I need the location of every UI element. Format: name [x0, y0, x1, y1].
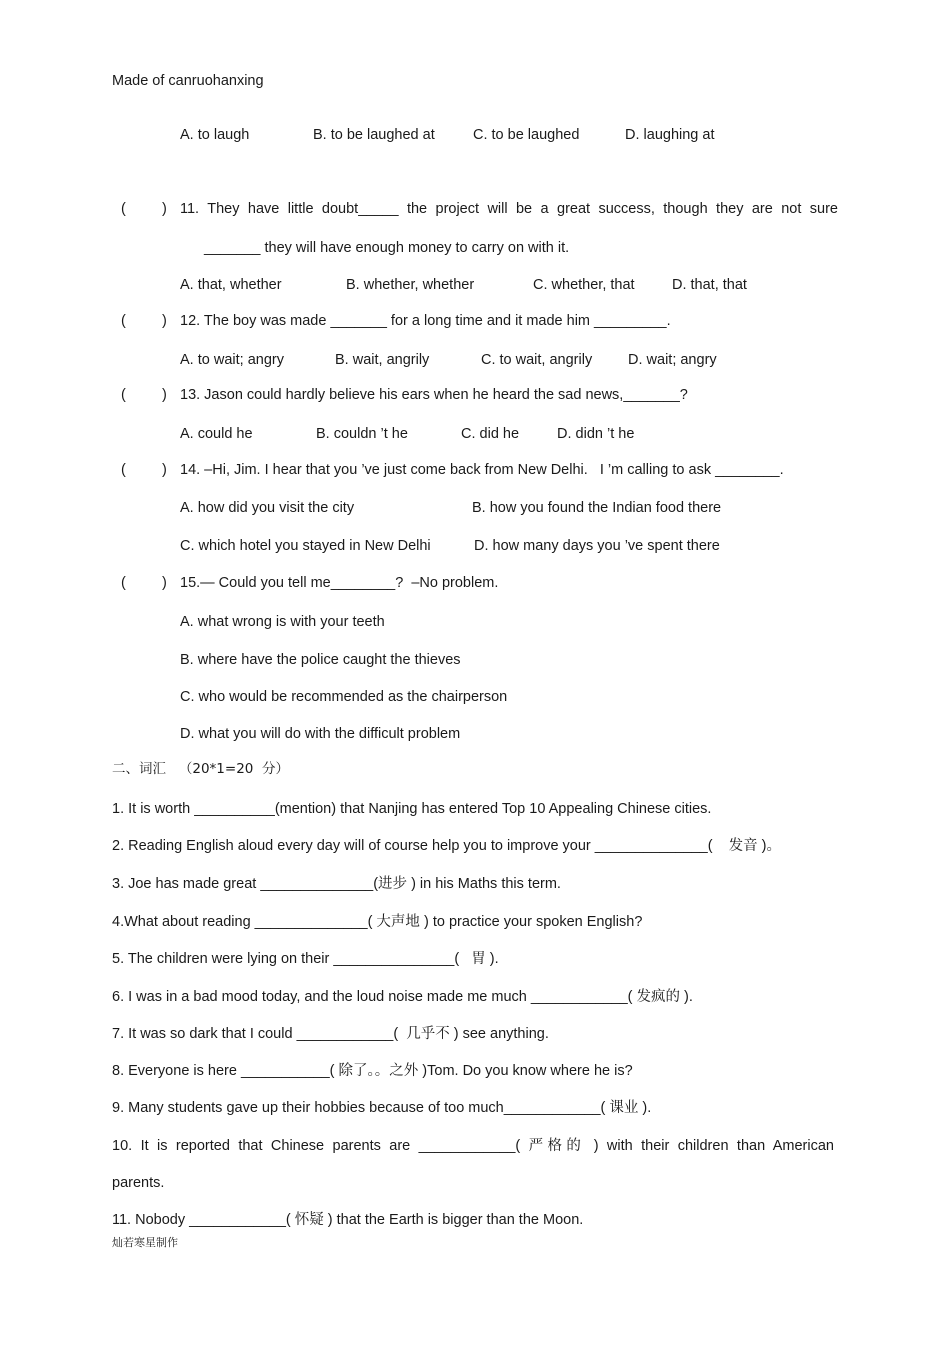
q12-option-a: A. to wait; angry	[180, 352, 284, 368]
q11-answer-paren-close: )	[162, 201, 167, 217]
vocab-item-3: 3. Joe has made great ______________(进步 ) in his Maths this term.	[112, 876, 561, 892]
page-header: Made of canruohanxing	[112, 73, 264, 89]
vocab-item-6: 6. I was in a bad mood today, and the loud noise made me much ____________( 发疯的 ).	[112, 989, 693, 1005]
vocab-item-10: 10. It is reported that Chinese parents are ____________( 严格的 ) with their children than American	[112, 1138, 834, 1154]
q13-option-d: D. didn ’t he	[557, 426, 635, 442]
q12-answer-paren-open: (	[121, 313, 126, 329]
vocab-item-1: 1. It is worth __________(mention) that Nanjing has entered Top 10 Appealing Chinese cities.	[112, 801, 712, 817]
q13-option-b: B. couldn ’t he	[316, 426, 408, 442]
vocab-item-7: 7. It was so dark that I could ____________( 几乎不 ) see anything.	[112, 1026, 549, 1042]
q13-stem: 13. Jason could hardly believe his ears when he heard the sad news,_______?	[180, 387, 688, 403]
q12-option-b: B. wait, angrily	[335, 352, 430, 368]
q11-option-a: A. that, whether	[180, 277, 282, 293]
q11-option-c: C. whether, that	[533, 277, 635, 293]
vocab-item-10-continued: parents.	[112, 1175, 165, 1191]
q14-option-d: D. how many days you ’ve spent there	[474, 538, 720, 554]
q15-option-a: A. what wrong is with your teeth	[180, 614, 385, 630]
q11-answer-paren-open: (	[121, 201, 126, 217]
q15-stem: 15.— Could you tell me________? –No problem.	[180, 575, 499, 591]
vocab-item-8: 8. Everyone is here ___________( 除了。。之外 )Tom. Do you know where he is?	[112, 1063, 633, 1079]
q12-answer-paren-close: )	[162, 313, 167, 329]
q11-stem-line2: _______ they will have enough money to carry on with it.	[204, 240, 570, 256]
vocab-item-5: 5. The children were lying on their _______________( 胃 ).	[112, 951, 499, 967]
q14-option-b: B. how you found the Indian food there	[472, 500, 722, 516]
vocab-item-4: 4.What about reading ______________( 大声地 ) to practice your spoken English?	[112, 914, 643, 930]
q10-option-c: C. to be laughed	[473, 127, 580, 143]
q10-option-a: A. to laugh	[180, 127, 250, 143]
q11-option-d: D. that, that	[672, 277, 747, 293]
q14-answer-paren-close: )	[162, 462, 167, 478]
q13-answer-paren-close: )	[162, 387, 167, 403]
vocab-item-2: 2. Reading English aloud every day will of course help you to improve your ______________( 发音 )。	[112, 838, 781, 854]
q13-answer-paren-open: (	[121, 387, 126, 403]
q14-option-c: C. which hotel you stayed in New Delhi	[180, 538, 431, 554]
vocab-item-11: 11. Nobody ____________( 怀疑 ) that the Earth is bigger than the Moon.	[112, 1212, 584, 1228]
vocab-item-9: 9. Many students gave up their hobbies because of too much____________( 课业 ).	[112, 1100, 652, 1116]
q12-stem: 12. The boy was made _______ for a long time and it made him _________.	[180, 313, 671, 329]
q12-option-c: C. to wait, angrily	[481, 352, 593, 368]
section2-title: 二、词汇 （20*1=20 分）	[112, 761, 289, 777]
q15-option-b: B. where have the police caught the thieves	[180, 652, 461, 668]
q10-option-b: B. to be laughed at	[313, 127, 435, 143]
q14-option-a: A. how did you visit the city	[180, 500, 355, 516]
q13-option-a: A. could he	[180, 426, 253, 442]
page-footer: 灿若寒星制作	[112, 1236, 178, 1249]
q11-option-b: B. whether, whether	[346, 277, 475, 293]
q11-stem-line1: 11. They have little doubt_____ the project will be a great success, though they are not sure	[180, 201, 838, 217]
q14-answer-paren-open: (	[121, 462, 126, 478]
q14-stem: 14. –Hi, Jim. I hear that you ’ve just come back from New Delhi. I ’m calling to ask ________.	[180, 462, 784, 478]
q15-option-d: D. what you will do with the difficult problem	[180, 726, 461, 742]
q15-answer-paren-open: (	[121, 575, 126, 591]
q15-answer-paren-close: )	[162, 575, 167, 591]
q10-option-d: D. laughing at	[625, 127, 715, 143]
q12-option-d: D. wait; angry	[628, 352, 717, 368]
q13-option-c: C. did he	[461, 426, 520, 442]
q15-option-c: C. who would be recommended as the chairperson	[180, 689, 508, 705]
